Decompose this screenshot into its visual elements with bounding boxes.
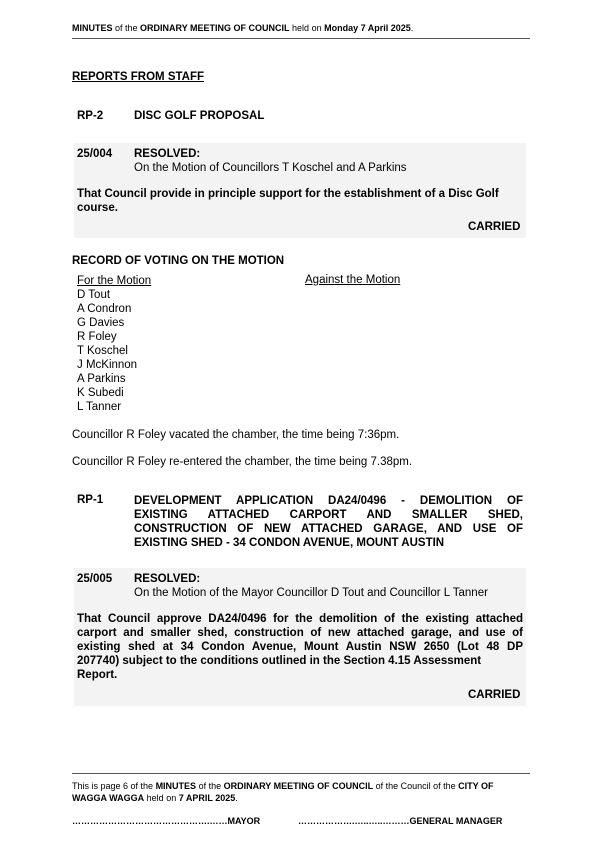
against-motion-label: Against the Motion — [305, 274, 401, 286]
voter: A Parkins — [77, 373, 126, 385]
res1-carried: CARRIED — [468, 221, 521, 233]
voting-title: RECORD OF VOTING ON THE MOTION — [72, 255, 285, 267]
res2-motion: On the Motion of the Mayor Councillor D Tout and Councillor L Tanner — [134, 587, 488, 599]
item2-title — [134, 494, 523, 550]
footer-divider — [72, 773, 530, 774]
note-reentered: Councillor R Foley re-entered the chamber, the time being 7.38pm. — [72, 456, 413, 468]
footer-minutes: MINUTES — [155, 781, 197, 791]
header-meeting: ORDINARY MEETING OF COUNCIL — [140, 23, 290, 33]
voter: R Foley — [77, 331, 117, 343]
signature-general-manager: ……………….…..…..………GENERAL MANAGER — [298, 816, 503, 826]
note-vacated: Councillor R Foley vacated the chamber, the time being 7:36pm. — [72, 429, 400, 441]
footer-span: of the Council of the — [373, 781, 459, 791]
header-divider — [72, 38, 530, 39]
footer-date: 7 APRIL 2025 — [178, 793, 236, 803]
item2-title-line: EXISTING SHED - 34 CONDON AVENUE, MOUNT AUSTIN — [134, 537, 445, 549]
footer-meeting: ORDINARY MEETING OF COUNCIL — [223, 781, 374, 791]
item2-title-line: CONSTRUCTION OF NEW ATTACHED GARAGE, AND USE OF — [134, 523, 523, 535]
res2-text-line: 207740) subject to the conditions outlined in the Section 4.15 Assessment Report. — [77, 655, 482, 681]
header-minutes: MINUTES — [72, 23, 113, 33]
res1-number: 25/004 — [77, 148, 113, 160]
header-date: Monday 7 April 2025 — [324, 23, 411, 33]
for-motion-label: For the Motion — [77, 275, 152, 287]
voter: A Condron — [77, 303, 132, 315]
signature-mayor: ……………………………………….……MAYOR — [72, 816, 261, 826]
voter: L Tanner — [77, 401, 122, 413]
voter: J McKinnon — [77, 359, 138, 371]
res2-number: 25/005 — [77, 573, 113, 585]
footer-span: . — [235, 793, 238, 803]
item2-title-line: EXISTING ATTACHED CARPORT AND SMALLER SHED, — [134, 509, 523, 521]
item2-code: RP-1 — [77, 494, 104, 506]
header-text: . — [410, 23, 414, 33]
footer-city: CITY OF WAGGA WAGGA — [72, 781, 494, 803]
footer-span: of the — [196, 781, 224, 791]
res1-resolved: RESOLVED: — [134, 148, 201, 160]
footer-span: held on — [144, 793, 179, 803]
res2-resolved: RESOLVED: — [134, 573, 201, 585]
res2-text-line: existing shed at 34 Condon Avenue, Mount Austin NSW 2650 (Lot 48 DP — [77, 641, 523, 653]
voter: G Davies — [77, 317, 125, 329]
header-text: held on — [289, 23, 325, 33]
res2-text-line: carport and smaller shed, construction of new attached garage, and use of — [77, 627, 523, 639]
item1-title: DISC GOLF PROPOSAL — [134, 110, 265, 122]
item1-code: RP-2 — [77, 110, 104, 122]
res1-motion: On the Motion of Councillors T Koschel and A Parkins — [134, 162, 407, 174]
voter: K Subedi — [77, 387, 124, 399]
res2-carried: CARRIED — [468, 689, 521, 701]
res2-text-line: That Council approve DA24/0496 for the demolition of the existing attached — [77, 613, 523, 625]
res1-text: That Council provide in principle support for the establishment of a Disc Golf course. — [77, 188, 499, 214]
section-title: REPORTS FROM STAFF — [72, 71, 205, 83]
footer-text — [72, 780, 530, 804]
voter: T Koschel — [77, 345, 128, 357]
page-header — [72, 23, 413, 33]
item2-title-line: DEVELOPMENT APPLICATION DA24/0496 - DEMOLITION OF — [134, 495, 523, 507]
res2-text — [77, 612, 523, 682]
footer-span: This is page 6 of the — [72, 781, 156, 791]
header-text: of the — [112, 23, 141, 33]
voter: D Tout — [77, 289, 111, 301]
